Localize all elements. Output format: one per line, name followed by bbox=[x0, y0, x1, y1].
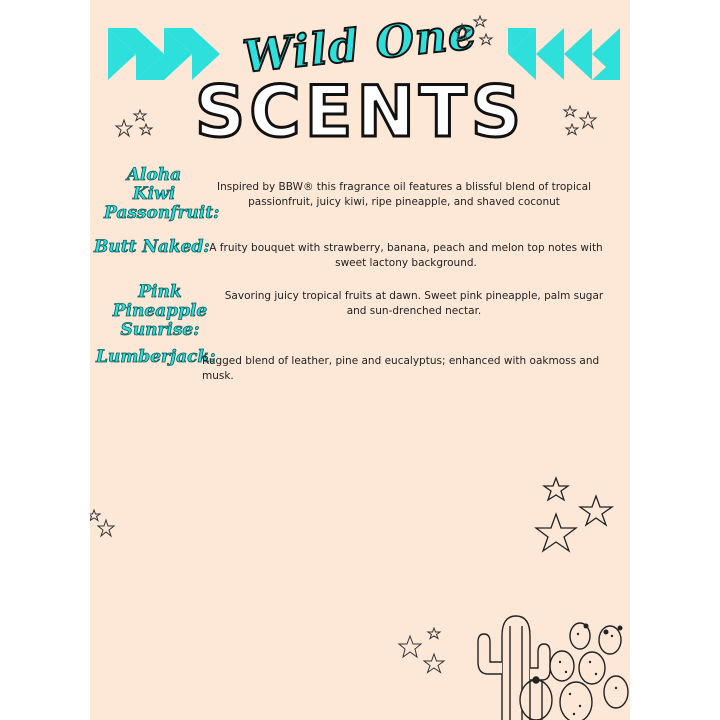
scent-entry-pink-pineapple bbox=[96, 283, 616, 340]
star-cluster-lower-left-icon bbox=[90, 506, 124, 546]
scent-description: Rugged blend of leather, pine and eucalyptus; enhanced with oakmoss and musk. bbox=[202, 355, 600, 382]
star-cluster-bottom-icon bbox=[394, 624, 454, 680]
scent-entry-aloha-kiwi bbox=[104, 166, 614, 223]
star-cluster-top-right-icon bbox=[450, 12, 500, 52]
scent-description: Savoring juicy tropical fruits at dawn. Sweet pink pineapple, palm sugar and sun-drenched nectar. bbox=[224, 290, 604, 317]
scent-name: Lumberjack: bbox=[96, 347, 216, 367]
scent-name: Pink Pineapple Sunrise: bbox=[112, 282, 208, 340]
scent-name: Aloha Kiwi Passonfruit: bbox=[104, 165, 220, 223]
star-cluster-top-left-icon bbox=[112, 104, 160, 144]
script-title: Wild One bbox=[240, 7, 480, 84]
star-cluster-mid-right-icon bbox=[560, 100, 604, 144]
scent-entry-lumberjack bbox=[96, 348, 616, 384]
scent-card bbox=[90, 0, 630, 720]
star-cluster-lower-right-icon bbox=[530, 474, 620, 560]
cactus-illustration-icon bbox=[470, 596, 630, 720]
scent-entry-butt-naked bbox=[94, 238, 614, 271]
scent-description: A fruity bouquet with strawberry, banana, peach and melon top notes with sweet lactony background. bbox=[209, 242, 603, 269]
scent-name: Butt Naked: bbox=[94, 237, 210, 257]
scent-description: Inspired by BBW® this fragrance oil features a blissful blend of tropical passionfruit, juicy kiwi, ripe pineapple, and shaved coconut bbox=[216, 181, 592, 208]
main-title: SCENTS bbox=[194, 71, 526, 153]
